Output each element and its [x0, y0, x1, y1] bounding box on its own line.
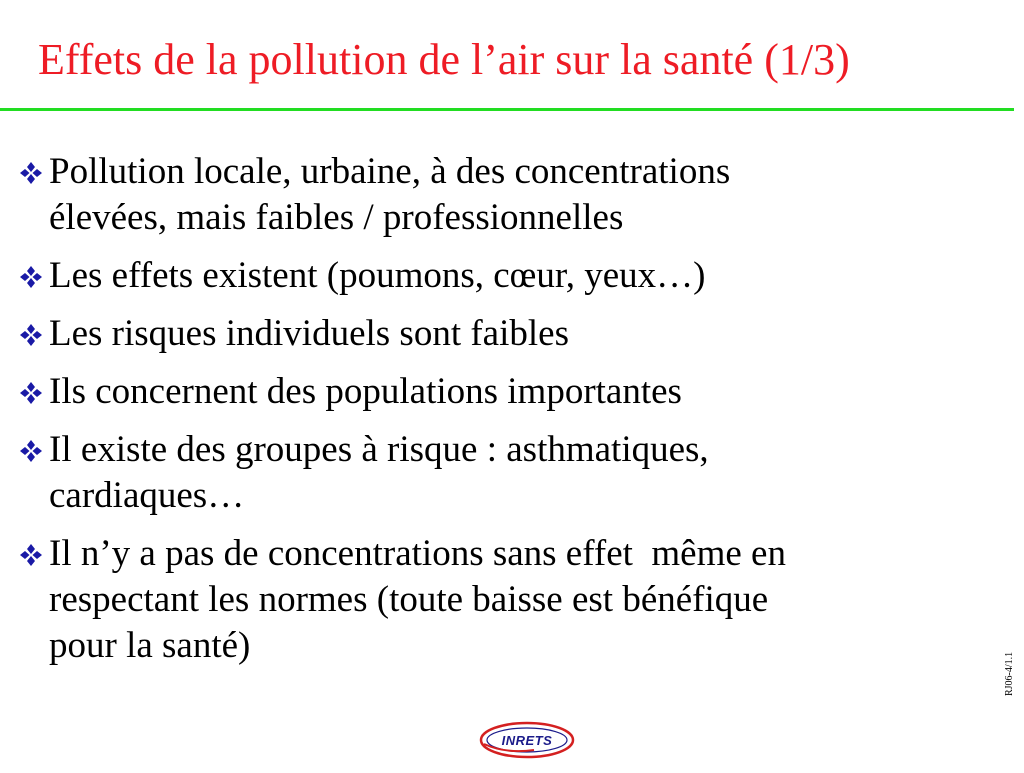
bullet-line: Il existe des groupes à risque : asthmatiques,	[49, 429, 709, 470]
four-diamond-bullet-icon	[18, 543, 44, 567]
four-diamond-bullet-icon	[18, 439, 44, 463]
bullet-line: Les risques individuels sont faibles	[49, 313, 569, 354]
bullet-line: Pollution locale, urbaine, à des concentrations	[49, 151, 731, 192]
four-diamond-bullet-icon	[18, 381, 44, 405]
bullet-item	[18, 531, 988, 669]
bullet-line: Il n’y a pas de concentrations sans effet même en	[49, 533, 786, 574]
logo-wordmark: INRETS	[501, 733, 553, 748]
slide-reference: RJ06-4/1.1	[1004, 651, 1015, 696]
bullet-line: élevées, mais faibles / professionnelles	[49, 197, 624, 238]
four-diamond-bullet-icon	[18, 161, 44, 185]
bullet-item	[18, 369, 988, 415]
bullet-item	[18, 149, 988, 241]
four-diamond-bullet-icon	[18, 323, 44, 347]
bullet-line: pour la santé)	[49, 625, 251, 666]
bullet-item	[18, 253, 988, 299]
slide-title: Effets de la pollution de l’air sur la santé (1/3)	[38, 35, 850, 84]
bullet-line: cardiaques…	[49, 475, 245, 516]
bullet-line: Ils concernent des populations importantes	[49, 371, 682, 412]
bullet-line: respectant les normes (toute baisse est bénéfique	[49, 579, 769, 620]
bullet-list	[18, 149, 988, 681]
bullet-item	[18, 311, 988, 357]
title-divider	[0, 108, 1014, 111]
four-diamond-bullet-icon	[18, 265, 44, 289]
bullet-line: Les effets existent (poumons, cœur, yeux…)	[49, 255, 706, 296]
inrets-logo	[476, 718, 578, 768]
bullet-item	[18, 427, 988, 519]
